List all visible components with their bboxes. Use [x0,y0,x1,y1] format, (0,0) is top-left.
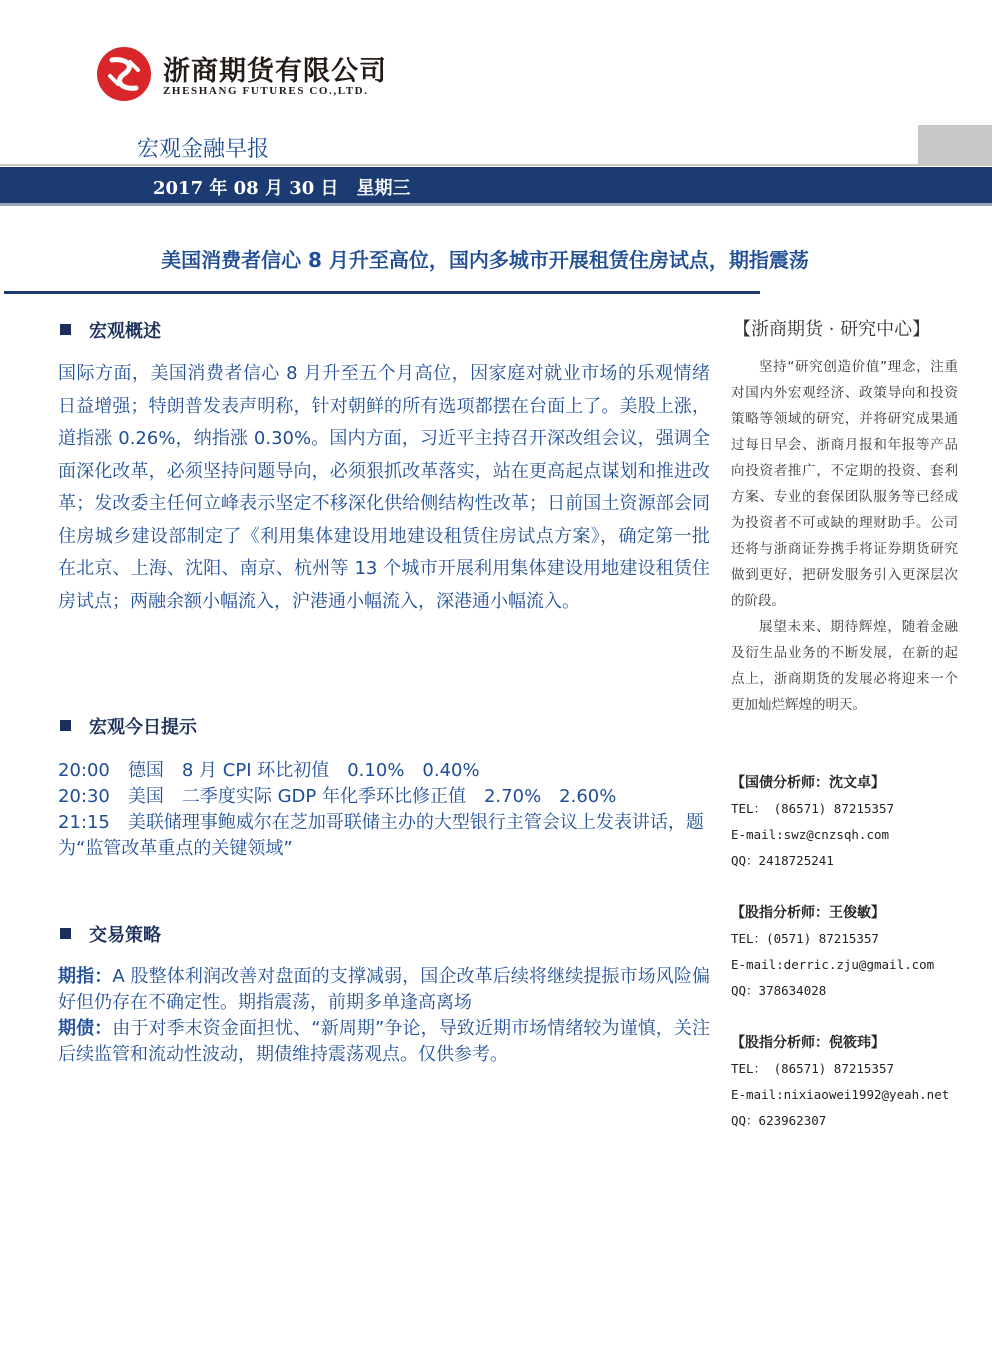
title-underline [4,291,760,294]
analyst-email[interactable]: E-mail:swz@cnzsqh.com [731,827,890,842]
report-type: 宏观金融早报 [137,137,270,162]
event-value: 2.70% [483,786,542,807]
event-time: 20:30 [58,786,110,807]
strategy-text: 由于对季末资金面担忧、“新周期”争论，导致近期市场情绪较为谨慎，关注后续监管和流动性波动，期债维持震荡观点。仅供参考。 [58,1018,710,1065]
section-heading-strategy [60,921,161,947]
calendar-row [58,758,713,784]
section-heading-overview [60,317,161,343]
analyst-qq: QQ：623962307 [731,1113,827,1128]
analyst-qq: QQ：2418725241 [731,853,834,868]
event-item: 8 月 CPI 环比初值 [181,760,330,781]
calendar-row [58,810,713,862]
analyst-email[interactable]: E-mail:nixiaowei1992@yeah.net [731,1087,950,1102]
strategy-label: 期债： [58,1018,113,1039]
intro-paragraph: 展望未来、期待辉煌，随着金融及衍生品业务的不断发展，在新的起点上，浙商期货的发展必将迎来一个更加灿烂辉煌的明天。 [731,619,958,713]
date-value: 2017 年 08 月 30 日 [153,178,339,199]
strategy-label: 期指： [58,966,113,987]
intro-paragraph: 坚持“研究创造价值”理念，注重对国内外宏观经济、政策导向和投资策略等领域的研究，并将研究成果通过每日早会、浙商月报和年报等产品向投资者推广，不定期的投资、套利方案、专业的套保团队服务等已经成为投资者不可或缺的理财助手。公司还将与浙商证券携手将证券期货研究做到更好，把研发服务引入更深层次的阶段。 [731,359,958,609]
section-title: 交易策略 [89,925,161,946]
analyst-card [731,900,934,1004]
company-name-cn: 浙商期货有限公司 [163,56,387,87]
analyst-card [731,1030,949,1134]
event-value: 0.40% [422,760,480,781]
report-date [153,174,411,200]
analyst-tel: TEL： (86571) 87215357 [731,801,895,816]
event-time: 21:15 [58,812,110,833]
strategy-text: A 股整体利润改善对盘面的支撑减弱，国企改革后续将继续提振市场风险偏好但仍存在不确定性。期指震荡，前期多单逢高离场 [58,966,710,1013]
strategy-futures [58,964,710,1016]
analyst-tel: TEL：(0571) 87215357 [731,931,879,946]
research-center-intro [731,354,958,718]
square-bullet-icon [60,720,71,731]
section-heading-today [60,713,197,739]
company-name-en: ZHESHANG FUTURES CO.,LTD. [163,85,369,97]
event-note: 美联储理事鲍威尔在芝加哥联储主办的大型银行主管会议上发表讲话，题为“监管改革重点的关键领域” [58,812,704,859]
header-accent-block [918,125,992,166]
square-bullet-icon [60,324,71,335]
header-divider [0,164,918,166]
overview-paragraph: 国际方面，美国消费者信心 8 月升至五个月高位，因家庭对就业市场的乐观情绪日益增强；特朗普发表声明称，针对朝鲜的所有选项都摆在台面上了。美股上涨，道指涨 0.26%，纳指涨 0.30%。国内方面，习近平主持召开深改组会议，强调全面深化改革，必须坚持问题导向，必须狠抓改革落实，站在更高起点谋划和推进改革；发改委主任何立峰表示坚定不移深化供给侧结构性改革；日前国土资源部会同住房城乡建设部制定了《利用集体建设用地建设租赁住房试点方案》，确定第一批在北京、上海、沈阳、南京、杭州等 13 个城市开展利用集体建设用地建设租赁住房试点；两融余额小幅流入，沪港通小幅流入，深港通小幅流入。 [58,363,710,612]
date-bar [0,167,992,206]
analyst-name: 【国债分析师：沈文卓】 [731,775,885,791]
weekday: 星期三 [356,178,411,199]
event-item: 二季度实际 GDP 年化季环比修正值 [181,786,466,807]
analyst-name: 【股指分析师：倪筱玮】 [731,1035,885,1051]
analyst-card [731,770,894,874]
analyst-tel: TEL： (86571) 87215357 [731,1061,895,1076]
event-value: 2.60% [559,786,617,807]
strategy-bonds [58,1016,710,1068]
analyst-email[interactable]: E-mail:derric.zju@gmail.com [731,957,935,972]
calendar-row [58,784,713,810]
page-title: 美国消费者信心 8 月升至高位，国内多城市开展租赁住房试点，期指震荡 [161,248,809,272]
economic-calendar [58,758,713,862]
event-country: 德国 [127,760,164,781]
square-bullet-icon [60,928,71,939]
event-time: 20:00 [58,760,110,781]
section-title: 宏观今日提示 [89,717,197,738]
analyst-name: 【股指分析师：王俊敏】 [731,905,885,921]
section-title: 宏观概述 [89,321,161,342]
zheshang-logo-icon [96,46,152,102]
analyst-qq: QQ：378634028 [731,983,827,998]
research-center-title: 【浙商期货 · 研究中心】 [733,319,931,340]
event-country: 美国 [127,786,164,807]
event-value: 0.10% [347,760,405,781]
